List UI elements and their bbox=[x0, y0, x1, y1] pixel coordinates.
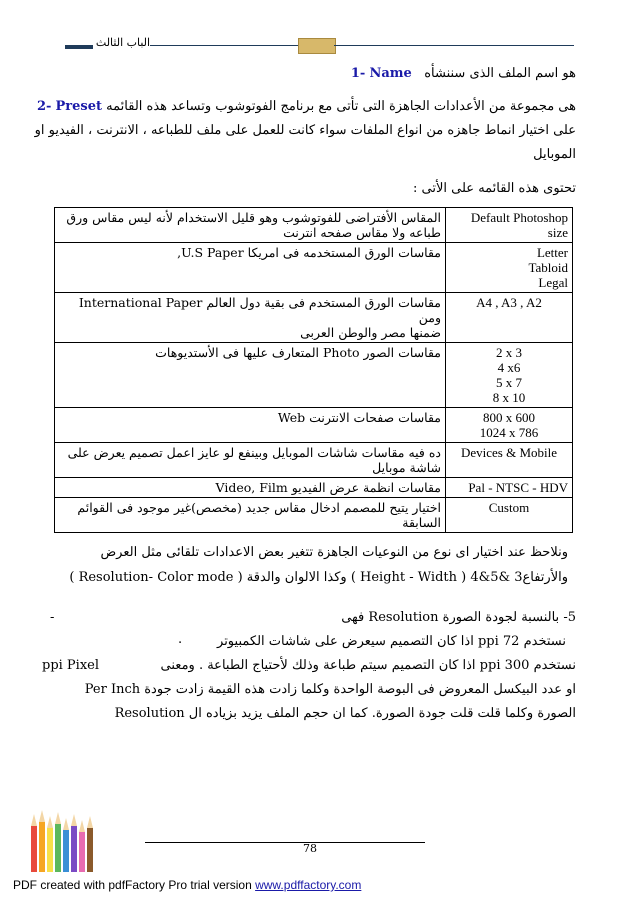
footer-rule bbox=[145, 842, 425, 843]
table-cell-preset bbox=[446, 443, 573, 478]
item-5-line-5: الصورة وكلما قلت قلت جودة الصورة. كما ان حجم الملف يزيد بزياده ال Resolution bbox=[114, 706, 576, 721]
preset-line: A4 , A3 , A2 bbox=[476, 295, 542, 310]
description-line: ده فيه مقاسات شاشات الموبايل وبينفع لو عايز اعمل تصميم يعرض على bbox=[67, 445, 441, 460]
table-cell-preset bbox=[446, 478, 573, 498]
description-line: مقاسات انظمة عرض الفيديو Video, Film bbox=[215, 480, 441, 495]
preset-line: 8 x 10 bbox=[492, 390, 526, 405]
description-line: مقاسات صفحات الانترنت Web bbox=[277, 410, 441, 425]
item-1-number: 1- bbox=[350, 66, 366, 81]
table-row bbox=[55, 443, 573, 478]
table-row bbox=[55, 293, 573, 343]
header-rule-middle bbox=[150, 45, 298, 46]
preset-line: Tabloid bbox=[528, 260, 568, 275]
header-ornament-badge bbox=[298, 38, 336, 54]
colored-pencils-illustration bbox=[25, 806, 105, 876]
preset-line: 4 x6 bbox=[497, 360, 521, 375]
contains-heading: تحتوى هذه القائمه على الأتى : bbox=[413, 181, 576, 196]
table-cell-description bbox=[55, 408, 446, 443]
item-5-line-2: نستخدم 72 ppi اذا كان التصميم سيعرض على شاشات الكمبيوتر bbox=[217, 634, 566, 649]
item-2-line-3: الموبايل bbox=[533, 147, 576, 162]
footer-link[interactable]: www.pdffactory.com bbox=[255, 878, 362, 892]
description-line: ضمنها مصر والوطن العربى bbox=[300, 325, 441, 340]
preset-table bbox=[54, 207, 573, 533]
item-5-line-1 bbox=[341, 609, 576, 627]
footer-text: PDF created with pdfFactory Pro trial version bbox=[13, 878, 256, 892]
item-2-number: 2- bbox=[36, 99, 52, 114]
note-line-2: والأرتفاع3 &5&4 ( Height - Width ) وكذا الالوان والدقة ( Resolution- Color mode ) bbox=[69, 570, 568, 585]
table-cell-description bbox=[55, 243, 446, 293]
table-cell-preset bbox=[446, 243, 573, 293]
description-line: شاشة موبايل bbox=[372, 460, 441, 475]
preset-line: 800 x 600 bbox=[483, 410, 535, 425]
item-1 bbox=[351, 65, 576, 83]
description-line: مقاسات الورق المستخدمه فى امريكا U.S Paper, bbox=[177, 245, 441, 260]
pencils-icon bbox=[31, 810, 93, 872]
preset-line: Devices & Mobile bbox=[460, 445, 558, 460]
description-line: اختيار يتيح للمصمم ادخال مقاس جديد (مخصص)غير موجود فى القوائم bbox=[77, 500, 441, 515]
item-2-text-1: هى مجموعة من الأعدادات الجاهزة التى تأتى مع برنامج الفوتوشوب وتساعد هذه القائمه bbox=[106, 99, 576, 114]
table-cell-description bbox=[55, 498, 446, 533]
preset-line: Custom bbox=[488, 500, 530, 515]
item-2-line-1 bbox=[37, 98, 576, 116]
table-cell-preset bbox=[446, 343, 573, 408]
item-5-dash: - bbox=[50, 610, 55, 625]
pdf-footer bbox=[13, 878, 361, 892]
description-line: مقاسات الصور Photo المتعارف عليها فى الأستديوهات bbox=[155, 345, 441, 360]
table-row bbox=[55, 498, 573, 533]
table-cell-description bbox=[55, 293, 446, 343]
table-cell-description bbox=[55, 343, 446, 408]
preset-line: Letter bbox=[536, 245, 568, 260]
description-line: السابقة bbox=[402, 515, 441, 530]
table-cell-description bbox=[55, 208, 446, 243]
preset-line: Legal bbox=[538, 275, 568, 290]
item-5-line-3: نستخدم 300 ppi اذا كان التصميم سيتم طباعة وذلك لأحتياج الطباعة . ومعنى bbox=[160, 658, 576, 673]
table-row bbox=[55, 408, 573, 443]
table-row bbox=[55, 343, 573, 408]
preset-line: 5 x 7 bbox=[496, 375, 522, 390]
header-rule-right bbox=[334, 45, 574, 46]
item-5-ppi-pixel: ppi Pixel bbox=[42, 658, 100, 673]
preset-line: 1024 x 786 bbox=[479, 425, 539, 440]
table-cell-preset bbox=[446, 498, 573, 533]
description-line: المقاس الأفتراضى للفوتوشوب وهو قليل الاستخدام لأنه ليس مقاس ورق bbox=[66, 210, 441, 225]
preset-line: Default Photoshop size bbox=[470, 210, 568, 240]
chapter-title: الباب الثالث bbox=[95, 36, 151, 49]
description-line: طباعه ولا مقاس صفحه انترنت bbox=[283, 225, 441, 240]
description-line: مقاسات الورق المستخدم فى بقية دول العالم International Paper ومن bbox=[78, 295, 441, 325]
item-5-text-1: بالنسبة لجودة الصورة Resolution فهى bbox=[341, 610, 560, 625]
table-cell-description bbox=[55, 443, 446, 478]
table-cell-preset bbox=[446, 208, 573, 243]
note-line-1: ونلاحظ عند اختيار اى نوع من النوعيات الجاهزة تتغير بعض الاعدادات تلقائى مثل العرض bbox=[100, 545, 568, 560]
table-cell-preset bbox=[446, 293, 573, 343]
item-1-text: هو اسم الملف الذى سننشأه bbox=[424, 66, 576, 81]
table-row bbox=[55, 478, 573, 498]
table-row bbox=[55, 243, 573, 293]
table-row bbox=[55, 208, 573, 243]
item-2-label: Preset bbox=[55, 99, 103, 114]
table-cell-preset bbox=[446, 408, 573, 443]
preset-line: 2 x 3 bbox=[496, 345, 522, 360]
item-2-line-2: على اختيار انماط جاهزه من انواع الملفات سواء كانت للعمل على ملف للطباعه ، الانترنت ، الفيديو او bbox=[34, 123, 576, 138]
item-5-number: 5- bbox=[563, 610, 576, 625]
header-rule-left bbox=[65, 45, 93, 49]
item-1-label: Name bbox=[369, 66, 412, 81]
preset-line: Pal - NTSC - HDV bbox=[468, 480, 568, 495]
item-5-line-4: Per Inch او عدد البيكسل المعروض فى البوصة الواحدة وكلما زادت هذه القيمة زادت جودة bbox=[84, 682, 576, 697]
table-cell-description bbox=[55, 478, 446, 498]
item-5-dot: . bbox=[178, 632, 183, 647]
page-number: 78 bbox=[303, 842, 317, 855]
